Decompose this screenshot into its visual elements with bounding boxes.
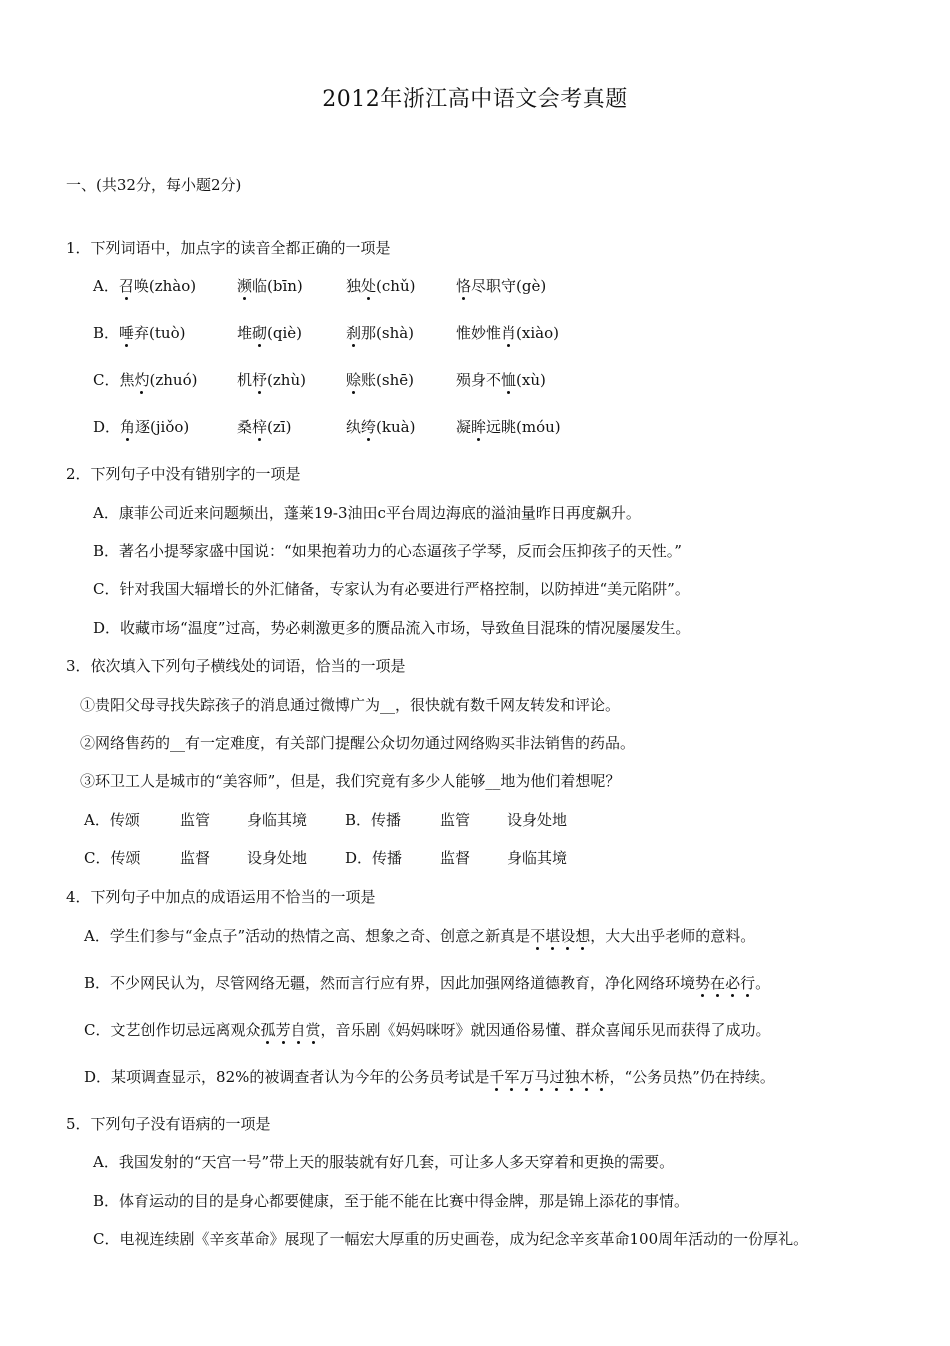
q3-options-row-1 bbox=[0, 811, 950, 831]
q2-stem: 2．下列句子中没有错别字的一项是 bbox=[66, 465, 301, 483]
word-text: (chǔ) bbox=[376, 277, 416, 295]
q3-sentence-1: ①贵阳父母寻找失踪孩子的消息通过微博广为__，很快就有数千网友转发和评论。 bbox=[80, 696, 621, 714]
section-heading: 一、(共32分，每小题2分) bbox=[66, 176, 242, 194]
q2-option-c: C．针对我国大辐增长的外汇储备，专家认为有必要进行严格控制，以防掉进“美元陷阱”。 bbox=[93, 580, 690, 598]
q1-option-d-word-4 bbox=[456, 418, 561, 436]
q3-option-d-word1: D．传播 bbox=[345, 849, 403, 867]
dotted-idiom bbox=[530, 927, 590, 945]
q5-option-a: A．我国发射的“天宫一号”带上天的服装就有好几套，可让多人多天穿着和更换的需要。 bbox=[93, 1153, 675, 1171]
dotted-char: 军 bbox=[504, 1068, 520, 1086]
dotted-char: 梓 bbox=[252, 418, 268, 436]
q3-option-a-word1: A．传颂 bbox=[84, 811, 140, 829]
word-text: 堆 bbox=[237, 324, 253, 342]
dotted-char: 独 bbox=[564, 1068, 580, 1086]
dotted-char: 恪 bbox=[456, 277, 472, 295]
dotted-char: 马 bbox=[534, 1068, 550, 1086]
option-text: ，“公务员热”仍在持续。 bbox=[609, 1068, 775, 1086]
q1-option-a-word-1 bbox=[93, 277, 196, 295]
dotted-char: 设 bbox=[560, 927, 576, 945]
word-text: (kuà) bbox=[376, 418, 416, 436]
word-text: 账(shē) bbox=[361, 371, 414, 389]
q1-option-b bbox=[0, 324, 950, 344]
dotted-char: 濒 bbox=[237, 277, 253, 295]
q3-sentence-2: ②网络售药的__有一定难度，有关部门提醒公众切勿通过网络购买非法销售的药品。 bbox=[80, 734, 636, 752]
q5-option-c: C．电视连续剧《辛亥革命》展现了一幅宏大厚重的历史画卷，成为纪念辛亥革命100周年活动的一份厚礼。 bbox=[93, 1230, 809, 1248]
option-text: ，大大出乎老师的意料。 bbox=[590, 927, 756, 945]
dotted-char: 木 bbox=[579, 1068, 595, 1086]
word-text: 那(shà) bbox=[361, 324, 415, 342]
q2-option-d: D．收藏市场“温度”过高，势必刺激更多的赝品流入市场，导致鱼目混珠的情况屡屡发生。 bbox=[93, 619, 691, 637]
page-title: 2012年浙江高中语文会考真题 bbox=[322, 87, 628, 112]
q3-option-c-word1: C．传颂 bbox=[84, 849, 141, 867]
word-text: 凝 bbox=[456, 418, 472, 436]
option-text: C．文艺创作切忌远离观众 bbox=[84, 1021, 261, 1039]
dotted-idiom bbox=[260, 1021, 320, 1039]
option-text: D．某项调查显示，82%的被调查者认为今年的公务员考试是 bbox=[84, 1068, 490, 1086]
dotted-char: 杼 bbox=[252, 371, 268, 389]
dotted-char: 想 bbox=[575, 927, 591, 945]
q5-option-b: B．体育运动的目的是身心都要健康，至于能不能在比赛中得金牌，那是锦上添花的事情。 bbox=[93, 1192, 690, 1210]
word-text: 纨 bbox=[346, 418, 362, 436]
dotted-char: 绔 bbox=[361, 418, 377, 436]
q1-option-c bbox=[0, 371, 950, 391]
word-text: (xù) bbox=[516, 371, 546, 389]
word-text: B． bbox=[93, 324, 120, 342]
dotted-char: 眸 bbox=[471, 418, 487, 436]
dotted-char: 自 bbox=[290, 1021, 306, 1039]
dotted-char: 芳 bbox=[275, 1021, 291, 1039]
word-text: (zhuó) bbox=[149, 371, 198, 389]
dotted-idiom bbox=[695, 974, 755, 992]
option-text: B．不少网民认为，尽管网络无疆，然而言行应有界，因此加强网络道德教育，净化网络环境 bbox=[84, 974, 696, 992]
q1-option-c-word-1 bbox=[93, 371, 197, 389]
word-text: 弃(tuò) bbox=[134, 324, 186, 342]
q3-option-c-word3: 设身处地 bbox=[247, 849, 308, 867]
word-text: (xiào) bbox=[516, 324, 559, 342]
q3-option-b-word2: 监管 bbox=[440, 811, 471, 829]
dotted-char: 必 bbox=[725, 974, 741, 992]
dotted-idiom bbox=[489, 1068, 609, 1086]
dotted-char: 过 bbox=[549, 1068, 565, 1086]
dotted-char: 恤 bbox=[501, 371, 517, 389]
q4-option-a bbox=[84, 927, 755, 945]
q4-stem: 4．下列句子中加点的成语运用不恰当的一项是 bbox=[66, 888, 376, 906]
dotted-char: 肖 bbox=[501, 324, 517, 342]
q3-sentence-3: ③环卫工人是城市的“美容师”，但是，我们究竟有多少人能够__地为他们着想呢？ bbox=[80, 772, 621, 790]
dotted-char: 在 bbox=[710, 974, 726, 992]
dotted-char: 赊 bbox=[346, 371, 362, 389]
q3-option-d-word2: 监督 bbox=[440, 849, 471, 867]
word-text: A． bbox=[93, 277, 119, 295]
word-text: (qiè) bbox=[267, 324, 303, 342]
word-text: 机 bbox=[237, 371, 253, 389]
q4-option-c bbox=[84, 1021, 771, 1039]
dotted-char: 势 bbox=[695, 974, 711, 992]
q1-option-c-word-2 bbox=[237, 371, 306, 389]
q1-option-d-word-1 bbox=[93, 418, 189, 436]
dotted-char: 召 bbox=[118, 277, 134, 295]
q3-option-c-word2: 监督 bbox=[180, 849, 211, 867]
q1-option-b-word-4 bbox=[456, 324, 559, 342]
dotted-char: 唾 bbox=[119, 324, 135, 342]
dotted-char: 处 bbox=[361, 277, 377, 295]
dotted-char: 孤 bbox=[260, 1021, 276, 1039]
q3-option-a-word3: 身临其境 bbox=[247, 811, 308, 829]
option-text: 。 bbox=[755, 974, 771, 992]
q1-option-a-word-2 bbox=[237, 277, 303, 295]
q1-stem: 1．下列词语中，加点字的读音全都正确的一项是 bbox=[66, 239, 391, 257]
q3-option-b-word3: 设身处地 bbox=[507, 811, 568, 829]
dotted-char: 灼 bbox=[134, 371, 150, 389]
q1-option-a bbox=[0, 277, 950, 297]
q1-option-a-word-3 bbox=[346, 277, 415, 295]
dotted-char: 行 bbox=[740, 974, 756, 992]
word-text: 唤(zhào) bbox=[133, 277, 197, 295]
word-text: 尽职守(gè) bbox=[471, 277, 547, 295]
word-text: 远眺(móu) bbox=[486, 418, 561, 436]
q1-option-d bbox=[0, 418, 950, 438]
dotted-char: 刹 bbox=[346, 324, 362, 342]
word-text: (zī) bbox=[267, 418, 292, 436]
q1-option-d-word-2 bbox=[237, 418, 291, 436]
q4-option-b bbox=[84, 974, 770, 992]
q3-option-b-word1: B．传播 bbox=[345, 811, 402, 829]
dotted-char: 堪 bbox=[545, 927, 561, 945]
word-text: D． bbox=[93, 418, 121, 436]
dotted-char: 不 bbox=[530, 927, 546, 945]
q1-option-b-word-1 bbox=[93, 324, 185, 342]
q1-option-b-word-3 bbox=[346, 324, 414, 342]
q3-stem: 3．依次填入下列句子横线处的词语，恰当的一项是 bbox=[66, 657, 406, 675]
word-text: C．焦 bbox=[93, 371, 135, 389]
dotted-char: 角 bbox=[120, 418, 136, 436]
dotted-char: 赏 bbox=[305, 1021, 321, 1039]
dotted-char: 砌 bbox=[252, 324, 268, 342]
word-text: 殒身不 bbox=[456, 371, 502, 389]
word-text: (zhù) bbox=[267, 371, 306, 389]
word-text: 临(bīn) bbox=[252, 277, 303, 295]
q1-option-b-word-2 bbox=[237, 324, 302, 342]
q3-options-row-2 bbox=[0, 849, 950, 869]
word-text: 桑 bbox=[237, 418, 253, 436]
q2-option-a: A．康菲公司近来问题频出，蓬莱19-3油田c平台周边海底的溢油量昨日再度飙升。 bbox=[93, 504, 641, 522]
word-text: 惟妙惟 bbox=[456, 324, 502, 342]
q1-option-d-word-3 bbox=[346, 418, 415, 436]
q5-stem: 5．下列句子没有语病的一项是 bbox=[66, 1115, 271, 1133]
dotted-char: 桥 bbox=[594, 1068, 610, 1086]
dotted-char: 千 bbox=[489, 1068, 505, 1086]
dotted-char: 万 bbox=[519, 1068, 535, 1086]
word-text: 独 bbox=[346, 277, 362, 295]
q2-option-b: B．著名小提琴家盛中国说：“如果抱着功力的心态逼孩子学琴，反而会压抑孩子的天性。” bbox=[93, 542, 682, 560]
q3-option-a-word2: 监管 bbox=[180, 811, 211, 829]
q1-option-c-word-3 bbox=[346, 371, 414, 389]
q4-option-d bbox=[84, 1068, 775, 1086]
q1-option-c-word-4 bbox=[456, 371, 546, 389]
word-text: 逐(jiǒo) bbox=[135, 418, 190, 436]
option-text: ，音乐剧《妈妈咪呀》就因通俗易懂、群众喜闻乐见而获得了成功。 bbox=[320, 1021, 771, 1039]
option-text: A．学生们参与“金点子”活动的热情之高、想象之奇、创意之新真是 bbox=[84, 927, 531, 945]
q3-option-d-word3: 身临其境 bbox=[507, 849, 568, 867]
q1-option-a-word-4 bbox=[456, 277, 546, 295]
